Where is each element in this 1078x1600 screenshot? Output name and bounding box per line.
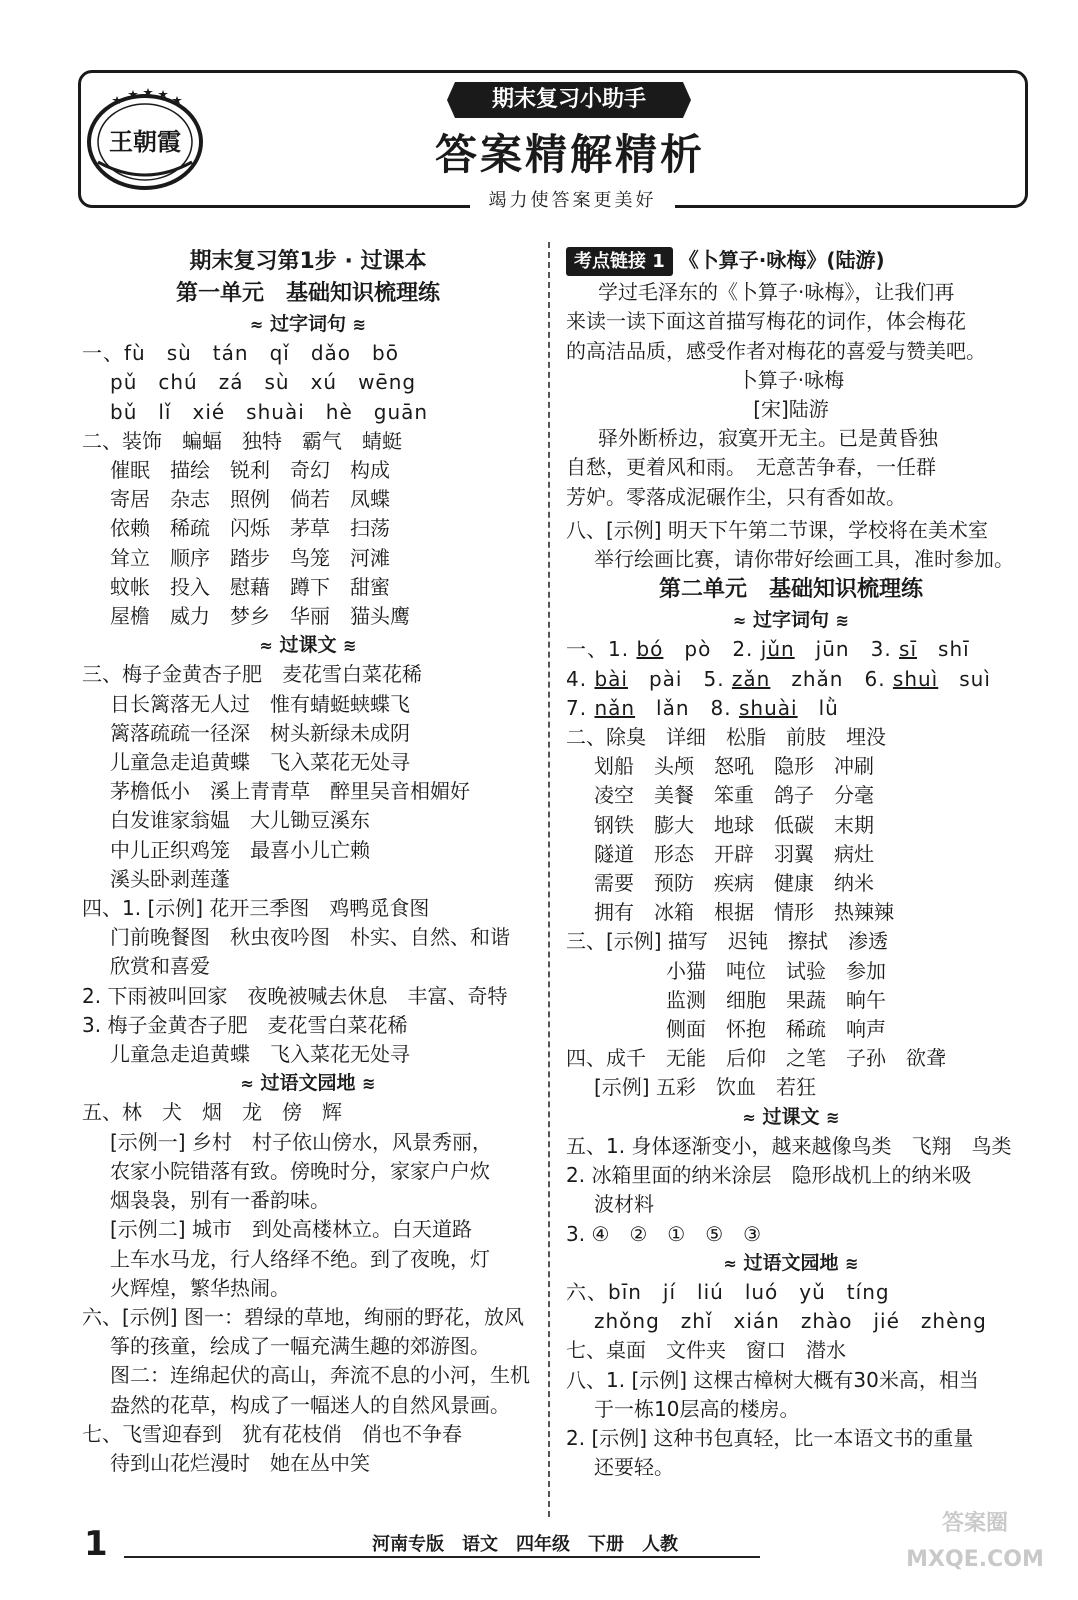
text-line: 六、bīn jí liú luó yǔ tíng [566, 1279, 890, 1304]
text-line: 四、成千 无能 后仰 之笔 子孙 欲聋 [566, 1046, 946, 1071]
text-line: 八、1. [示例] 这棵古樟树大概有30米高，相当 [566, 1367, 979, 1392]
footer-rule [124, 1556, 760, 1558]
text-line: 举行绘画比赛，请你带好绘画工具，准时参加。 [594, 547, 1014, 572]
text-line: 日长篱落无人过 惟有蜻蜓蛱蝶飞 [110, 691, 410, 716]
wave-icon: ≋ [362, 1074, 376, 1094]
watermark: 答案圈 MXQE.COM [906, 1511, 1044, 1572]
text-line: 一、fù sù tán qǐ dǎo bō [82, 341, 399, 366]
link-title: 《卜算子·咏梅》(陆游) [678, 248, 885, 272]
text-line: 还要轻。 [594, 1455, 674, 1480]
text-line: 上车水马龙，行人络绎不绝。到了夜晚，灯 [110, 1246, 490, 1271]
page-number: 1 [84, 1524, 108, 1564]
wave-icon: ≋ [826, 1107, 840, 1127]
text-line: 隧道 形态 开辟 羽翼 病灶 [594, 841, 874, 866]
right-column [566, 246, 1016, 1482]
text-line: pǔ chú zá sù xú wēng [110, 370, 417, 395]
text-line: zhǒng zhǐ xián zhào jié zhèng [594, 1309, 987, 1334]
text-line: 农家小院错落有致。傍晚时分，家家户户炊 [110, 1158, 490, 1183]
text-line: 2. 冰箱里面的纳米涂层 隐形战机上的纳米吸 [566, 1163, 972, 1188]
step-title: 期末复习第1步 · 过课本 [189, 249, 427, 274]
section-heading: ≈ 过语文园地 ≋ [82, 1069, 534, 1098]
text-line: 芳妒。零落成泥碾作尘，只有香如故。 [566, 484, 906, 509]
text-line: 溪头卧剥莲蓬 [110, 866, 230, 891]
wave-icon: ≈ [732, 611, 747, 631]
text-line: 屋檐 威力 梦乡 华丽 猫头鹰 [110, 604, 410, 629]
text-line: bǔ lǐ xié shuài hè guān [110, 399, 429, 424]
text-line: 六、[示例] 图一：碧绿的草地，绚丽的野花，放风 [82, 1304, 524, 1329]
wave-icon: ≈ [723, 1253, 737, 1273]
text-line: 八、[示例] 明天下午第二节课，学校将在美术室 [566, 517, 988, 542]
poem-title: 卜算子·咏梅 [737, 367, 845, 392]
text-line: 烟袅袅，别有一番韵味。 [110, 1188, 330, 1213]
section-heading: ≈ 过课文 ≋ [566, 1103, 1016, 1132]
text-line: 小猫 吨位 试验 参加 [666, 958, 886, 983]
wave-icon: ≈ [259, 636, 273, 656]
text-line: 白发谁家翁媪 大儿锄豆溪东 [110, 808, 370, 833]
unit2-title: 第二单元 基础知识梳理练 [658, 577, 923, 603]
text-line: 七、飞雪迎春到 犹有花枝俏 俏也不争春 [82, 1421, 462, 1446]
text-line: 三、梅子金黄杏子肥 麦花雪白菜花稀 [82, 662, 422, 687]
text-line: 依赖 稀疏 闪烁 茅草 扫荡 [110, 516, 390, 541]
wave-icon: ≋ [352, 315, 367, 334]
text-line: 篱落疏疏一径深 树头新绿未成阴 [110, 720, 410, 745]
wave-icon: ≋ [343, 636, 357, 656]
unit1-title: 第一单元 基础知识梳理练 [175, 281, 440, 306]
text-line: 儿童急走追黄蝶 飞入菜花无处寻 [110, 750, 410, 775]
text-line: 驿外断桥边，寂寞开无主。已是黄昏独 [598, 426, 938, 451]
section-heading: ≈ 过课文 ≋ [82, 631, 534, 660]
text-line: 3. ④ ② ① ⑤ ③ [566, 1221, 762, 1246]
wave-icon: ≈ [249, 315, 264, 334]
text-line: 自愁，更着风和雨。 无意苦争春，一任群 [566, 455, 936, 480]
link-tag: 考点链接 1 [566, 247, 673, 276]
pinyin-line: 4. bài pài 5. zǎn zhǎn 6. shuì suì [566, 666, 991, 691]
text-line: 波材料 [594, 1192, 654, 1217]
wave-icon: ≈ [240, 1074, 254, 1094]
text-line: 图二：连绵起伏的高山，奔流不息的小河，生机 [110, 1363, 530, 1388]
text-line: 二、装饰 蝙蝠 独特 霸气 蜻蜓 [82, 428, 402, 453]
text-line: 2. [示例] 这种书包真轻，比一本语文书的重量 [566, 1425, 974, 1450]
text-line: 五、1. 身体逐渐变小，越来越像鸟类 飞翔 鸟类 [566, 1133, 1012, 1158]
footer-info: 河南专版 语文 四年级 下册 人教 [372, 1534, 678, 1555]
text-line: 盎然的花草，构成了一幅迷人的自然风景画。 [110, 1392, 510, 1417]
wave-icon: ≈ [742, 1107, 756, 1127]
text-line: 催眠 描绘 锐利 奇幻 构成 [110, 458, 390, 483]
text-line: [示例二] 城市 到处高楼林立。白天道路 [110, 1217, 472, 1242]
pinyin-line: 一、1. bó pò 2. jǔn jūn 3. sī shī [566, 637, 970, 662]
text-line: [示例] 五彩 饮血 若狂 [594, 1075, 816, 1100]
text-line: 二、除臭 详细 松脂 前肢 埋没 [566, 725, 886, 750]
text-line: 2. 下雨被叫回家 夜晚被喊去休息 丰富、奇特 [82, 983, 508, 1008]
text-line: 3. 梅子金黄杏子肥 麦花雪白菜花稀 [82, 1012, 408, 1037]
svg-text:王朝霞: 王朝霞 [109, 127, 181, 156]
text-line: 门前晚餐图 秋虫夜吟图 朴实、自然、和谐 [110, 925, 510, 950]
text-line: 待到山花烂漫时 她在丛中笑 [110, 1450, 370, 1475]
text-line: 欣赏和喜爱 [110, 954, 210, 979]
brand-logo-icon [84, 84, 206, 194]
text-line: 寄居 杂志 照例 倘若 凤蝶 [110, 487, 390, 512]
text-line: 凌空 美餐 笨重 鸽子 分毫 [594, 783, 874, 808]
text-line: 筝的孩童，绘成了一幅充满生趣的郊游图。 [110, 1334, 490, 1359]
link-header [566, 246, 1016, 276]
wave-icon: ≋ [835, 611, 850, 631]
text-line: 来读一读下面这首描写梅花的词作，体会梅花 [566, 309, 966, 334]
text-line: 钢铁 膨大 地球 低碳 末期 [594, 812, 874, 837]
text-line: 三、[示例] 描写 迟钝 擦拭 渗透 [566, 929, 888, 954]
pinyin-line: 7. nǎn lǎn 8. shuài lǜ [566, 695, 839, 720]
column-divider [548, 242, 550, 1517]
text-line: 监测 细胞 果蔬 晌午 [666, 987, 886, 1012]
text-line: 蚊帐 投入 慰藉 蹲下 甜蜜 [110, 574, 390, 599]
text-line: 侧面 怀抱 稀疏 响声 [666, 1017, 886, 1042]
text-line: [示例一] 乡村 村子依山傍水，风景秀丽， [110, 1129, 492, 1154]
section-heading: ≈ 过语文园地 ≋ [566, 1249, 1016, 1278]
section-heading: ≈ 过字词句 ≋ [566, 606, 1016, 635]
page-title: 答案精解精析 [434, 130, 705, 179]
text-line: 划船 头颅 怒吼 隐形 冲刷 [594, 754, 874, 779]
wave-icon: ≋ [845, 1253, 859, 1273]
text-line: 七、桌面 文件夹 窗口 潜水 [566, 1338, 846, 1363]
text-line: 耸立 顺序 踏步 鸟笼 河滩 [110, 545, 390, 570]
helper-tag: 期末复习小助手 [455, 82, 683, 118]
text-line: 儿童急走追黄蝶 飞入菜花无处寻 [110, 1042, 410, 1067]
text-line: 学过毛泽东的《卜算子·咏梅》，让我们再 [598, 280, 955, 305]
section-heading: ≈ 过字词句 ≋ [82, 310, 534, 339]
poem-author: [宋]陆游 [753, 397, 829, 422]
text-line: 茅檐低小 溪上青青草 醉里吴音相媚好 [110, 779, 470, 804]
slogan: 竭力使答案更美好 [470, 186, 675, 212]
text-line: 中儿正织鸡笼 最喜小儿亡赖 [110, 837, 370, 862]
text-line: 火辉煌，繁华热闹。 [110, 1275, 290, 1300]
text-line: 拥有 冰箱 根据 情形 热辣辣 [594, 900, 894, 925]
text-line: 五、林 犬 烟 龙 傍 辉 [82, 1100, 342, 1125]
text-line: 需要 预防 疾病 健康 纳米 [594, 871, 874, 896]
left-column [82, 246, 534, 1478]
text-line: 四、1. [示例] 花开三季图 鸡鸭觅食图 [82, 896, 430, 921]
text-line: 的高洁品质，感受作者对梅花的喜爱与赞美吧。 [566, 338, 986, 363]
text-line: 于一栋10层高的楼房。 [594, 1396, 800, 1421]
